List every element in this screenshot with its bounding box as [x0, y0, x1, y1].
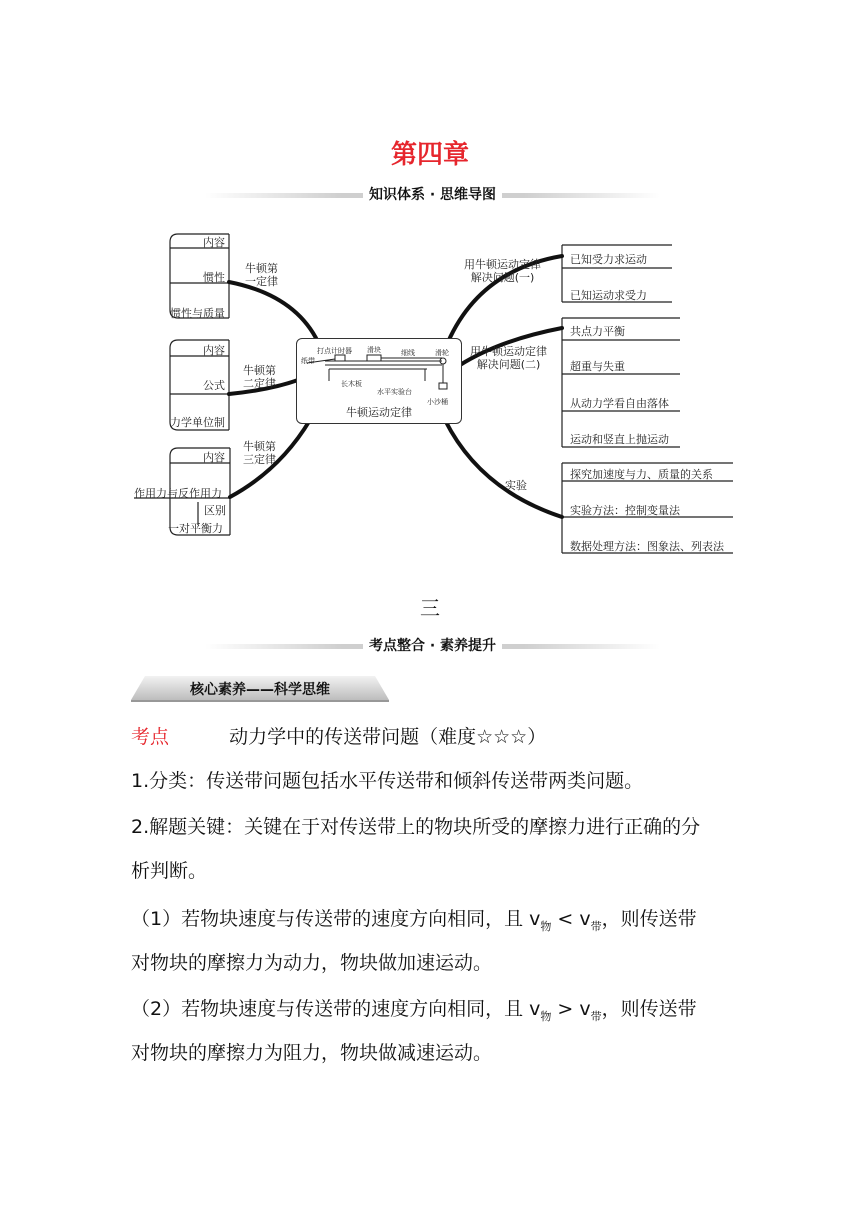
label-string: 细线 [401, 349, 415, 357]
mm-left2-item: 力学单位制 [170, 416, 225, 429]
section-number: 三 [420, 596, 440, 620]
section-tag: 核心素养——科学思维 [190, 682, 330, 698]
case2-sub-belt: 带 [590, 1009, 602, 1023]
mm-left1-item: 惯性与质量 [170, 307, 225, 320]
kaodian-line [131, 716, 731, 758]
paragraph-case2-line2: 对物块的摩擦力为阻力，物块做减速运动。 [131, 1042, 493, 1064]
label-slider: 滑块 [367, 346, 381, 354]
label-pulley: 滑轮 [435, 349, 449, 357]
case2-text-c: ，则传送带 [601, 998, 697, 1020]
mm-right3-item: 探究加速度与力、质量的关系 [570, 468, 713, 481]
case1-text-a: （1）若物块速度与传送带的速度方向相同，且 v [131, 908, 541, 930]
mm-branch-solve1: 用牛顿运动定律 解决问题(一) [464, 258, 541, 284]
label-dot-timer: 打点计时器 [317, 347, 352, 355]
case2-text-a: （2）若物块速度与传送带的速度方向相同，且 v [131, 998, 541, 1020]
kaodian-title: 动力学中的传送带问题（难度☆☆☆） [229, 726, 547, 748]
mm-branch-newton3: 牛顿第 三定律 [243, 440, 276, 466]
mm-branch-experiment: 实验 [505, 479, 527, 492]
case1-sub-belt: 带 [590, 919, 602, 933]
paragraph-case2 [131, 988, 731, 1038]
case2-text-b: > v [551, 998, 591, 1020]
mm-right1-item: 已知受力求运动 [570, 253, 647, 266]
case2-sub-object: 物 [540, 1009, 552, 1023]
mind-map-lines [0, 0, 860, 570]
mm-left1-item: 内容 [203, 236, 225, 249]
mm-right2-item: 运动和竖直上抛运动 [570, 433, 669, 446]
label-paper-tape: 纸带 [301, 357, 315, 365]
case1-text-c: ，则传送带 [601, 908, 697, 930]
mm-left3-item: 作用力与反作用力 [134, 487, 222, 500]
mm-left3-item: 区别 [204, 504, 226, 517]
chapter-title: 第四章 [390, 140, 469, 170]
section-banner-exam-points [205, 633, 660, 659]
mm-right3-item: 数据处理方法：图象法、列表法 [570, 540, 724, 553]
paragraph-classification: 1.分类：传送带问题包括水平传送带和倾斜传送带两类问题。 [131, 770, 644, 792]
mm-left1-item: 惯性 [203, 271, 225, 284]
mm-left2-item: 内容 [203, 344, 225, 357]
paragraph-case1-line2: 对物块的摩擦力为动力，物块做加速运动。 [131, 952, 493, 974]
mm-center-box [296, 338, 462, 424]
mm-right2-item: 共点力平衡 [570, 325, 625, 338]
banner-exam-text: 考点整合 · 素养提升 [363, 638, 502, 654]
mm-branch-newton2: 牛顿第 二定律 [243, 364, 276, 390]
mm-branch-solve2: 用牛顿运动定律 解决问题(二) [470, 345, 547, 371]
mm-branch-newton1: 牛顿第 一定律 [245, 262, 278, 288]
paragraph-key-a: 2.解题关键：关键在于对传送带上的物块所受的摩擦力进行正确的分 [131, 816, 701, 838]
mm-left2-item: 公式 [203, 379, 225, 392]
paragraph-key-b: 析判断。 [131, 860, 208, 882]
mm-left3-item: 一对平衡力 [168, 522, 223, 535]
label-table: 水平实验台 [377, 388, 412, 396]
kaodian-label: 考点 [131, 726, 170, 748]
paragraph-case1 [131, 898, 731, 948]
case1-sub-object: 物 [540, 919, 552, 933]
banner-knowledge-text: 知识体系 · 思维导图 [363, 187, 502, 203]
mm-right1-item: 已知运动求受力 [570, 289, 647, 302]
label-long-board: 长木板 [341, 380, 362, 388]
mm-right2-item: 从动力学看自由落体 [570, 397, 669, 410]
mm-right2-item: 超重与失重 [570, 360, 625, 373]
mm-left3-item: 内容 [203, 451, 225, 464]
label-sand-bucket: 小沙桶 [427, 398, 448, 406]
mm-center-label: 牛顿运动定律 [346, 406, 412, 419]
case1-text-b: < v [551, 908, 591, 930]
mm-right3-item: 实验方法：控制变量法 [570, 504, 680, 517]
